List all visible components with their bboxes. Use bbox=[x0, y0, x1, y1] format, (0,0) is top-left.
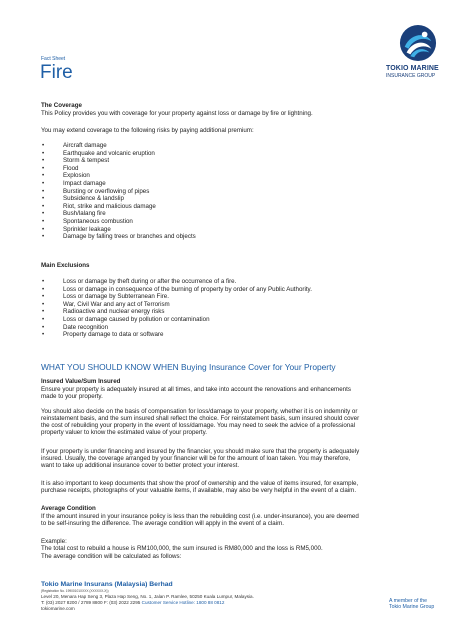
member-line-1: A member of the bbox=[389, 598, 428, 604]
insured-value-heading: Insured Value/Sum Insured bbox=[41, 378, 121, 385]
list-item: • Explosion bbox=[41, 172, 196, 180]
know-section-heading: WHAT YOU SHOULD KNOW WHEN Buying Insurance Cover for Your Property bbox=[41, 362, 336, 372]
list-item: • Riot, strike and malicious damage bbox=[41, 203, 196, 211]
paragraph-line: to be self-insuring the difference. The average condition will apply in the event of a claim. bbox=[41, 520, 284, 527]
list-item: • Flood bbox=[41, 165, 196, 173]
footer-address: Level 20, Menara Hap Seng 3, Plaza Hap Seng, No. 1, Jalan P. Ramlee, 50250 Kuala Lumpur, Malaysia. bbox=[41, 594, 254, 599]
logo-emblem-icon bbox=[399, 24, 437, 62]
list-item: • Storm & tempest bbox=[41, 157, 196, 165]
paragraph-line: the cost of rebuilding your property in the event of loss/damage. You may need to seek the advice of a professional bbox=[41, 422, 356, 429]
member-line-2: Tokio Marine Group bbox=[389, 604, 435, 610]
footer-hotline: Customer Service Hotline: 1800 88 0812 bbox=[141, 600, 225, 605]
footer-registration: (Registration No. 19900101XXXX (XXXXXX-X)) bbox=[41, 589, 109, 593]
example-label: Example: bbox=[41, 538, 67, 545]
exclusions-list bbox=[41, 278, 312, 339]
paragraph-line: property valuer to know the estimated value of your property. bbox=[41, 429, 208, 436]
list-item: • Loss or damage by Subterranean Fire. bbox=[41, 293, 312, 301]
paragraph-line: The average condition will be calculated as follows: bbox=[41, 553, 182, 560]
paragraph-line: made to your property. bbox=[41, 393, 103, 400]
coverage-extend-text: You may extend coverage to the following risks by paying additional premium: bbox=[41, 127, 254, 134]
paragraph-line: reinstatement basis, and the sum insured shall reflect the choice. For reinstatement basis, sum insured should cover bbox=[41, 415, 360, 422]
list-item: • Bush/lalang fire bbox=[41, 210, 196, 218]
footer-contact bbox=[41, 600, 224, 605]
coverage-list bbox=[41, 142, 196, 241]
coverage-heading: The Coverage bbox=[41, 102, 82, 109]
paragraph-line: You should also decide on the basis of compensation for loss/damage to your property, whether it is on indemnity or bbox=[41, 408, 358, 415]
list-item: • Damage by falling trees or branches and objects bbox=[41, 233, 196, 241]
paragraph-line: want to take up additional insurance cover to better protect your interest. bbox=[41, 462, 240, 469]
list-item: • Property damage to data or software bbox=[41, 331, 312, 339]
page-title: Fire bbox=[40, 62, 73, 83]
list-item: • Sprinkler leakage bbox=[41, 226, 196, 234]
list-item: • Subsidence & landslip bbox=[41, 195, 196, 203]
paragraph-line: Ensure your property is adequately insured at all times, and take into account the renovations and enhancements bbox=[41, 386, 351, 393]
list-item: • Date recognition bbox=[41, 324, 312, 332]
footer-phone: T: (03) 2027 8200 / 2789 8800 F: (03) 2022 2295 bbox=[41, 600, 141, 605]
list-item: • Bursting or overflowing of pipes bbox=[41, 188, 196, 196]
paragraph-line: It is also important to keep documents that show the proof of ownership and the value of items insured, for example, bbox=[41, 480, 359, 487]
logo-name: TOKIO MARINE bbox=[386, 65, 439, 72]
list-item: • Loss or damage in consequence of the burning of property by order of any Public Authority. bbox=[41, 286, 312, 294]
company-logo bbox=[386, 24, 452, 94]
list-item: • Loss or damage by theft during or after the occurrence of a fire. bbox=[41, 278, 312, 286]
list-item: • War, Civil War and any act of Terrorism bbox=[41, 301, 312, 309]
footer-company-name: Tokio Marine Insurans (Malaysia) Berhad bbox=[41, 581, 173, 588]
paragraph-line: If your property is under financing and insured by the financier, you should make sure that the property is adequately bbox=[41, 448, 360, 455]
average-condition-heading: Average Condition bbox=[41, 505, 96, 512]
paragraph-line: The total cost to rebuild a house is RM100,000, the sum insured is RM80,000 and the loss is RM5,000. bbox=[41, 545, 323, 552]
paragraph-line: insured. Usually, the coverage arranged by your financier will be for the amount of loan taken. You may therefore, bbox=[41, 455, 351, 462]
list-item: • Spontaneous combustion bbox=[41, 218, 196, 226]
doc-type-label: Fact Sheet bbox=[41, 56, 66, 62]
footer-website-link[interactable]: tokiomarine.com bbox=[41, 606, 75, 611]
list-item: • Aircraft damage bbox=[41, 142, 196, 150]
list-item: • Loss or damage caused by pollution or contamination bbox=[41, 316, 312, 324]
paragraph-line: If the amount insured in your insurance policy is less than the rebuilding cost (i.e. under-insurance), you are deemed bbox=[41, 513, 359, 520]
logo-subtitle: INSURANCE GROUP bbox=[386, 73, 436, 79]
paragraph-line: purchase receipts, photographs of your valuable items, if available, may also be very helpful in the event of a claim. bbox=[41, 487, 357, 494]
footer-member-note bbox=[389, 598, 434, 610]
list-item: • Earthquake and volcanic eruption bbox=[41, 150, 196, 158]
list-item: • Radioactive and nuclear energy risks bbox=[41, 308, 312, 316]
list-item: • Impact damage bbox=[41, 180, 196, 188]
exclusions-heading: Main Exclusions bbox=[41, 262, 90, 269]
coverage-text: This Policy provides you with coverage for your property against loss or damage by fire or lightning. bbox=[41, 110, 313, 117]
